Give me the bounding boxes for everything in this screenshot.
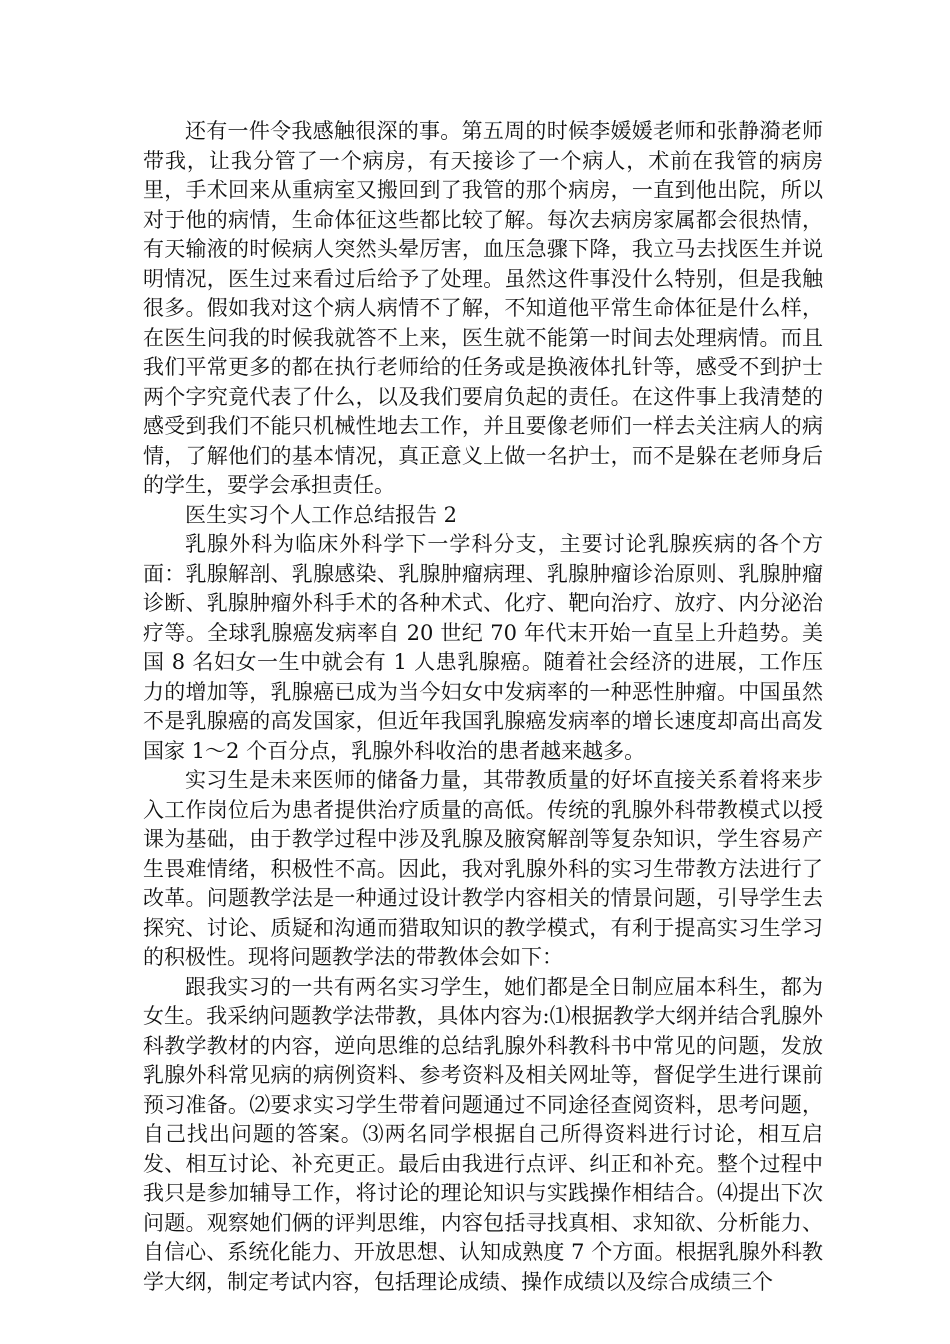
section-heading: 医生实习个人工作总结报告 2 (185, 502, 458, 527)
paragraph-teaching-reform: 实习生是未来医师的储备力量，其带教质量的好坏直接关系着将来步入工作岗位后为患者提供治疗质量的高低。传统的乳腺外科带教模式以授课为基础，由于教学过程中涉及乳腺及腋窝解剖等复杂知识，学生容易产生畏难情绪，积极性不高。因此，我对乳腺外科的实习生带教方法进行了改革。问题教学法是一种通过设计教学内容相关的情景问题，引导学生去探究、讨论、质疑和沟通而猎取知识的教学模式，有利于提高实习生学习的积极性。现将问题教学法的带教体会如下： (143, 768, 823, 969)
paragraph-teaching-method: 跟我实习的一共有两名实习学生，她们都是全日制应届本科生，都为女生。我采纳问题教学法带教，具体内容为:⑴根据教学大纲并结合乳腺外科教学教材的内容，逆向思维的总结乳腺外科教科书中常见的问题，发放乳腺外科常见病的病例资料、参考资料及相关网址等，督促学生进行课前预习准备。⑵要求实习学生带着问题通过不同途径查阅资料，思考问题，自己找出问题的答案。⑶两名同学根据自己所得资料进行讨论，相互启发、相互讨论、补充更正。最后由我进行点评、纠正和补充。整个过程中我只是参加辅导工作，将讨论的理论知识与实践操作相结合。⑷提出下次问题。观察她们俩的评判思维，内容包括寻找真相、求知欲、分析能力、自信心、系统化能力、开放思想、认知成熟度 7 个方面。根据乳腺外科教学大纲，制定考试内容，包括理论成绩、操作成绩以及综合成绩三个 (143, 974, 823, 1294)
paragraph-breast-surgery-intro: 乳腺外科为临床外科学下一学科分支，主要讨论乳腺疾病的各个方面：乳腺解剖、乳腺感染、乳腺肿瘤病理、乳腺肿瘤诊治原则、乳腺肿瘤诊断、乳腺肿瘤外科手术的各种术式、化疗、靶向治疗、放疗、内分泌治疗等。全球乳腺癌发病率自 20 世纪 70 年代末开始一直呈上升趋势。美国 8 名妇女一生中就会有 1 人患乳腺癌。随着社会经济的进展，工作压力的增加等，乳腺癌已成为当今妇女中发病率的一种恶性肿瘤。中国虽然不是乳腺癌的高发国家，但近年我国乳腺癌发病率的增长速度却高出高发国家 1～2 个百分点，乳腺外科收治的患者越来越多。 (143, 532, 823, 763)
paragraph-case-story: 还有一件令我感触很深的事。第五周的时候李媛媛老师和张静漪老师带我，让我分管了一个病房，有天接诊了一个病人，术前在我管的病房里，手术回来从重病室又搬回到了我管的那个病房，一直到他出院，所以对于他的病情，生命体征这些都比较了解。每次去病房家属都会很热情，有天输液的时候病人突然头晕厉害，血压急骤下降，我立马去找医生并说明情况，医生过来看过后给予了处理。虽然这件事没什么特别，但是我触很多。假如我对这个病人病情不了解，不知道他平常生命体征是什么样，在医生问我的时候我就答不上来，医生就不能第一时间去处理病情。而且我们平常更多的都在执行老师给的任务或是换液体扎针等，感受不到护士两个字究竟代表了什么，以及我们要肩负起的责任。在这件事上我清楚的感受到我们不能只机械性地去工作，并且要像老师们一样去关注病人的病情，了解他们的基本情况，真正意义上做一名护士，而不是躲在老师身后的学生，要学会承担责任。 (143, 119, 823, 497)
document-body (143, 117, 823, 1297)
